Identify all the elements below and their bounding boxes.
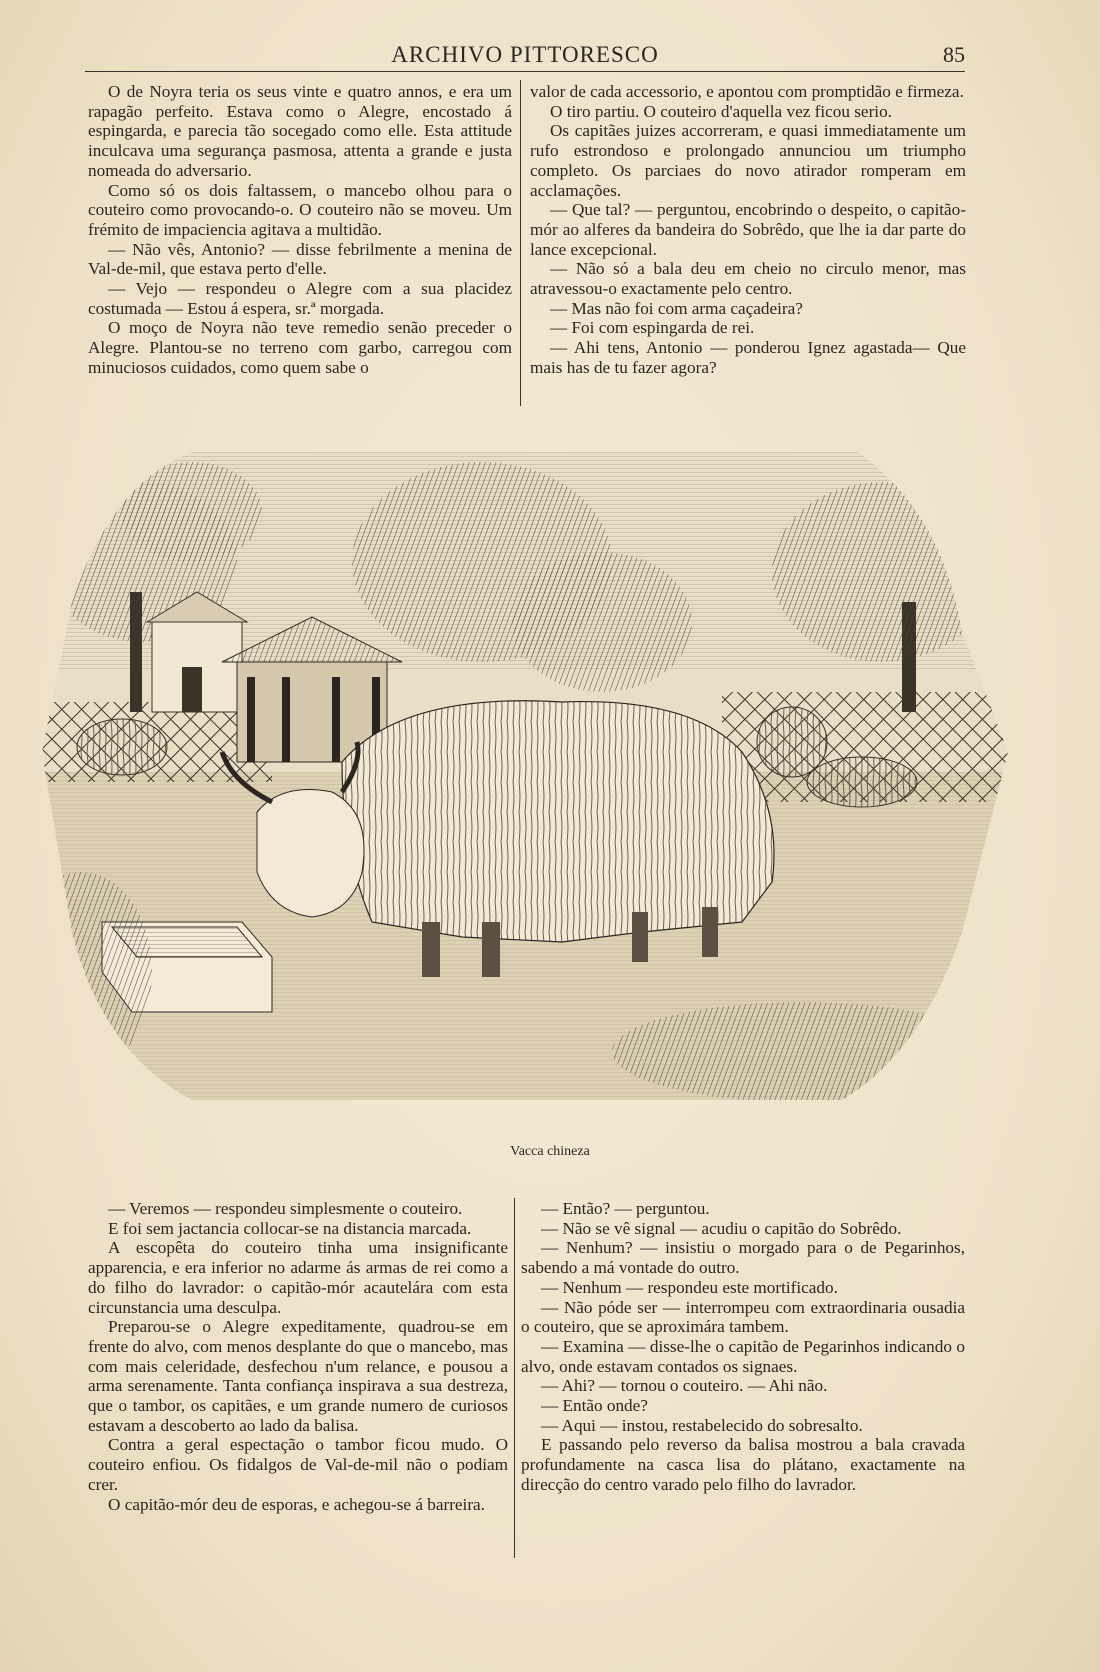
paragraph: Contra a geral espectação o tambor ficou mudo. O couteiro enfiou. Os fidalgos de Val-de-mil não o podiam crer.	[88, 1435, 508, 1494]
paragraph: E foi sem jactancia collocar-se na distancia marcada.	[108, 1218, 472, 1238]
page-header	[85, 40, 965, 70]
paragraph: O moço de Noyra não teve remedio senão preceder o Alegre. Plantou-se no terreno com garbo, carregou com minuciosos cuidados, como quem sabe o	[88, 318, 512, 377]
bottom-left-column	[88, 1199, 508, 1514]
shrub	[612, 1002, 992, 1100]
background-yak	[757, 707, 827, 777]
paragraph: O de Noyra teria os seus vinte e quatro annos, e era um rapagão perfeito. Estava como o Alegre, encostado á espingarda, e parecia tão socegado como elle. Esta attitude inculcava uma segurança pasmosa, attenta a grande e justa nomeada do adversario.	[88, 82, 512, 180]
paragraph: — Examina — disse-lhe o capitão de Pegarinhos indicando o alvo, onde estavam contados os signaes.	[521, 1336, 965, 1376]
header-rule	[85, 71, 965, 72]
paragraph: — Não só a bala deu em cheio no circulo menor, mas atravessou-o exactamente pelo centro.	[530, 259, 966, 299]
paragraph: — Nenhum — respondeu este mortificado.	[541, 1277, 838, 1297]
paragraph: Como só os dois faltassem, o mancebo olhou para o couteiro como provocando-o. O couteiro não se moveu. Um frémito de impaciencia agitava a multidão.	[88, 180, 512, 239]
paragraph: — Mas não foi com arma caçadeira?	[550, 298, 803, 318]
engraving-illustration	[42, 452, 1008, 1100]
paragraph: — Que tal? — perguntou, encobrindo o despeito, o capitão-mór ao alferes da bandeira do Sobrêdo, que lhe ia dar parte do lance excepcional.	[530, 200, 966, 259]
background-yak	[77, 719, 167, 775]
paragraph: — Veremos — respondeu simplesmente o couteiro.	[108, 1199, 463, 1218]
figure-caption: Vacca chineza	[510, 1144, 590, 1159]
bottom-right-column	[521, 1199, 965, 1495]
journal-title: ARCHIVO PITTORESCO	[391, 42, 659, 67]
paragraph: A escopêta do couteiro tinha uma insignificante apparencia, e era inferior no adarme ás armas de rei como a do filho do lavrador: o capitão-mór acautelára com esta circunstancia uma desculpa.	[88, 1238, 508, 1317]
paragraph: — Foi com espingarda de rei.	[550, 318, 755, 338]
paragraph: — Ahi? — tornou o couteiro. — Ahi não.	[541, 1376, 828, 1396]
paragraph: — Aqui — instou, restabelecido do sobresalto.	[541, 1415, 863, 1435]
paragraph: E passando pelo reverso da balisa mostrou a bala cravada profundamente na casca lisa do plátano, exactamente na direcção do centro varado pelo filho do lavrador.	[521, 1435, 965, 1494]
paragraph: — Não póde ser — interrompeu com extraordinaria ousadia o couteiro, que se aproximára tambem.	[521, 1297, 965, 1337]
paragraph: Os capitães juizes accorreram, e quasi immediatamente um rufo estrondoso e prolongado annunciou um triumpho completo. Os parciaes do novo atirador romperam em acclamações.	[530, 121, 966, 200]
paragraph: — Não se vê signal — acudiu o capitão do Sobrêdo.	[541, 1218, 902, 1238]
paragraph: — Então onde?	[541, 1396, 648, 1416]
paragraph: — Não vês, Antonio? — disse febrilmente a menina de Val-de-mil, que estava perto d'elle.	[88, 239, 512, 279]
paragraph: O capitão-mór deu de esporas, e achegou-se á barreira.	[108, 1494, 485, 1514]
paragraph: — Ahi tens, Antonio — ponderou Ignez agastada— Que mais has de tu fazer agora?	[530, 338, 966, 377]
background-yak	[807, 757, 917, 807]
paragraph: — Então? — perguntou.	[541, 1199, 710, 1218]
paragraph: O tiro partiu. O couteiro d'aquella vez ficou serio.	[550, 101, 892, 121]
paragraph: valor de cada accessorio, e apontou com promptidão e firmeza.	[530, 82, 964, 101]
top-right-column	[530, 82, 966, 378]
paragraph: Preparou-se o Alegre expeditamente, quadrou-se em frente do alvo, com menos desplante do que o mancebo, mas com mais celeridade, desfechou n'um relance, e pousou a arma serenamente. Tanta confiança inspirava a sua destreza, que o tambor, os capitães, e um grande numero de curiosos estavam a descoberto ao lado da balisa.	[88, 1317, 508, 1435]
column-divider	[520, 80, 521, 406]
paragraph: — Vejo — respondeu o Alegre com a sua placidez costumada — Estou á espera, sr.ª morgada.	[88, 279, 512, 318]
top-left-column	[88, 82, 512, 378]
page-number: 85	[943, 42, 965, 67]
paragraph: — Nenhum? — insistiu o morgado para o de Pegarinhos, sabendo a má vontade do outro.	[521, 1238, 965, 1278]
column-divider	[514, 1198, 515, 1558]
